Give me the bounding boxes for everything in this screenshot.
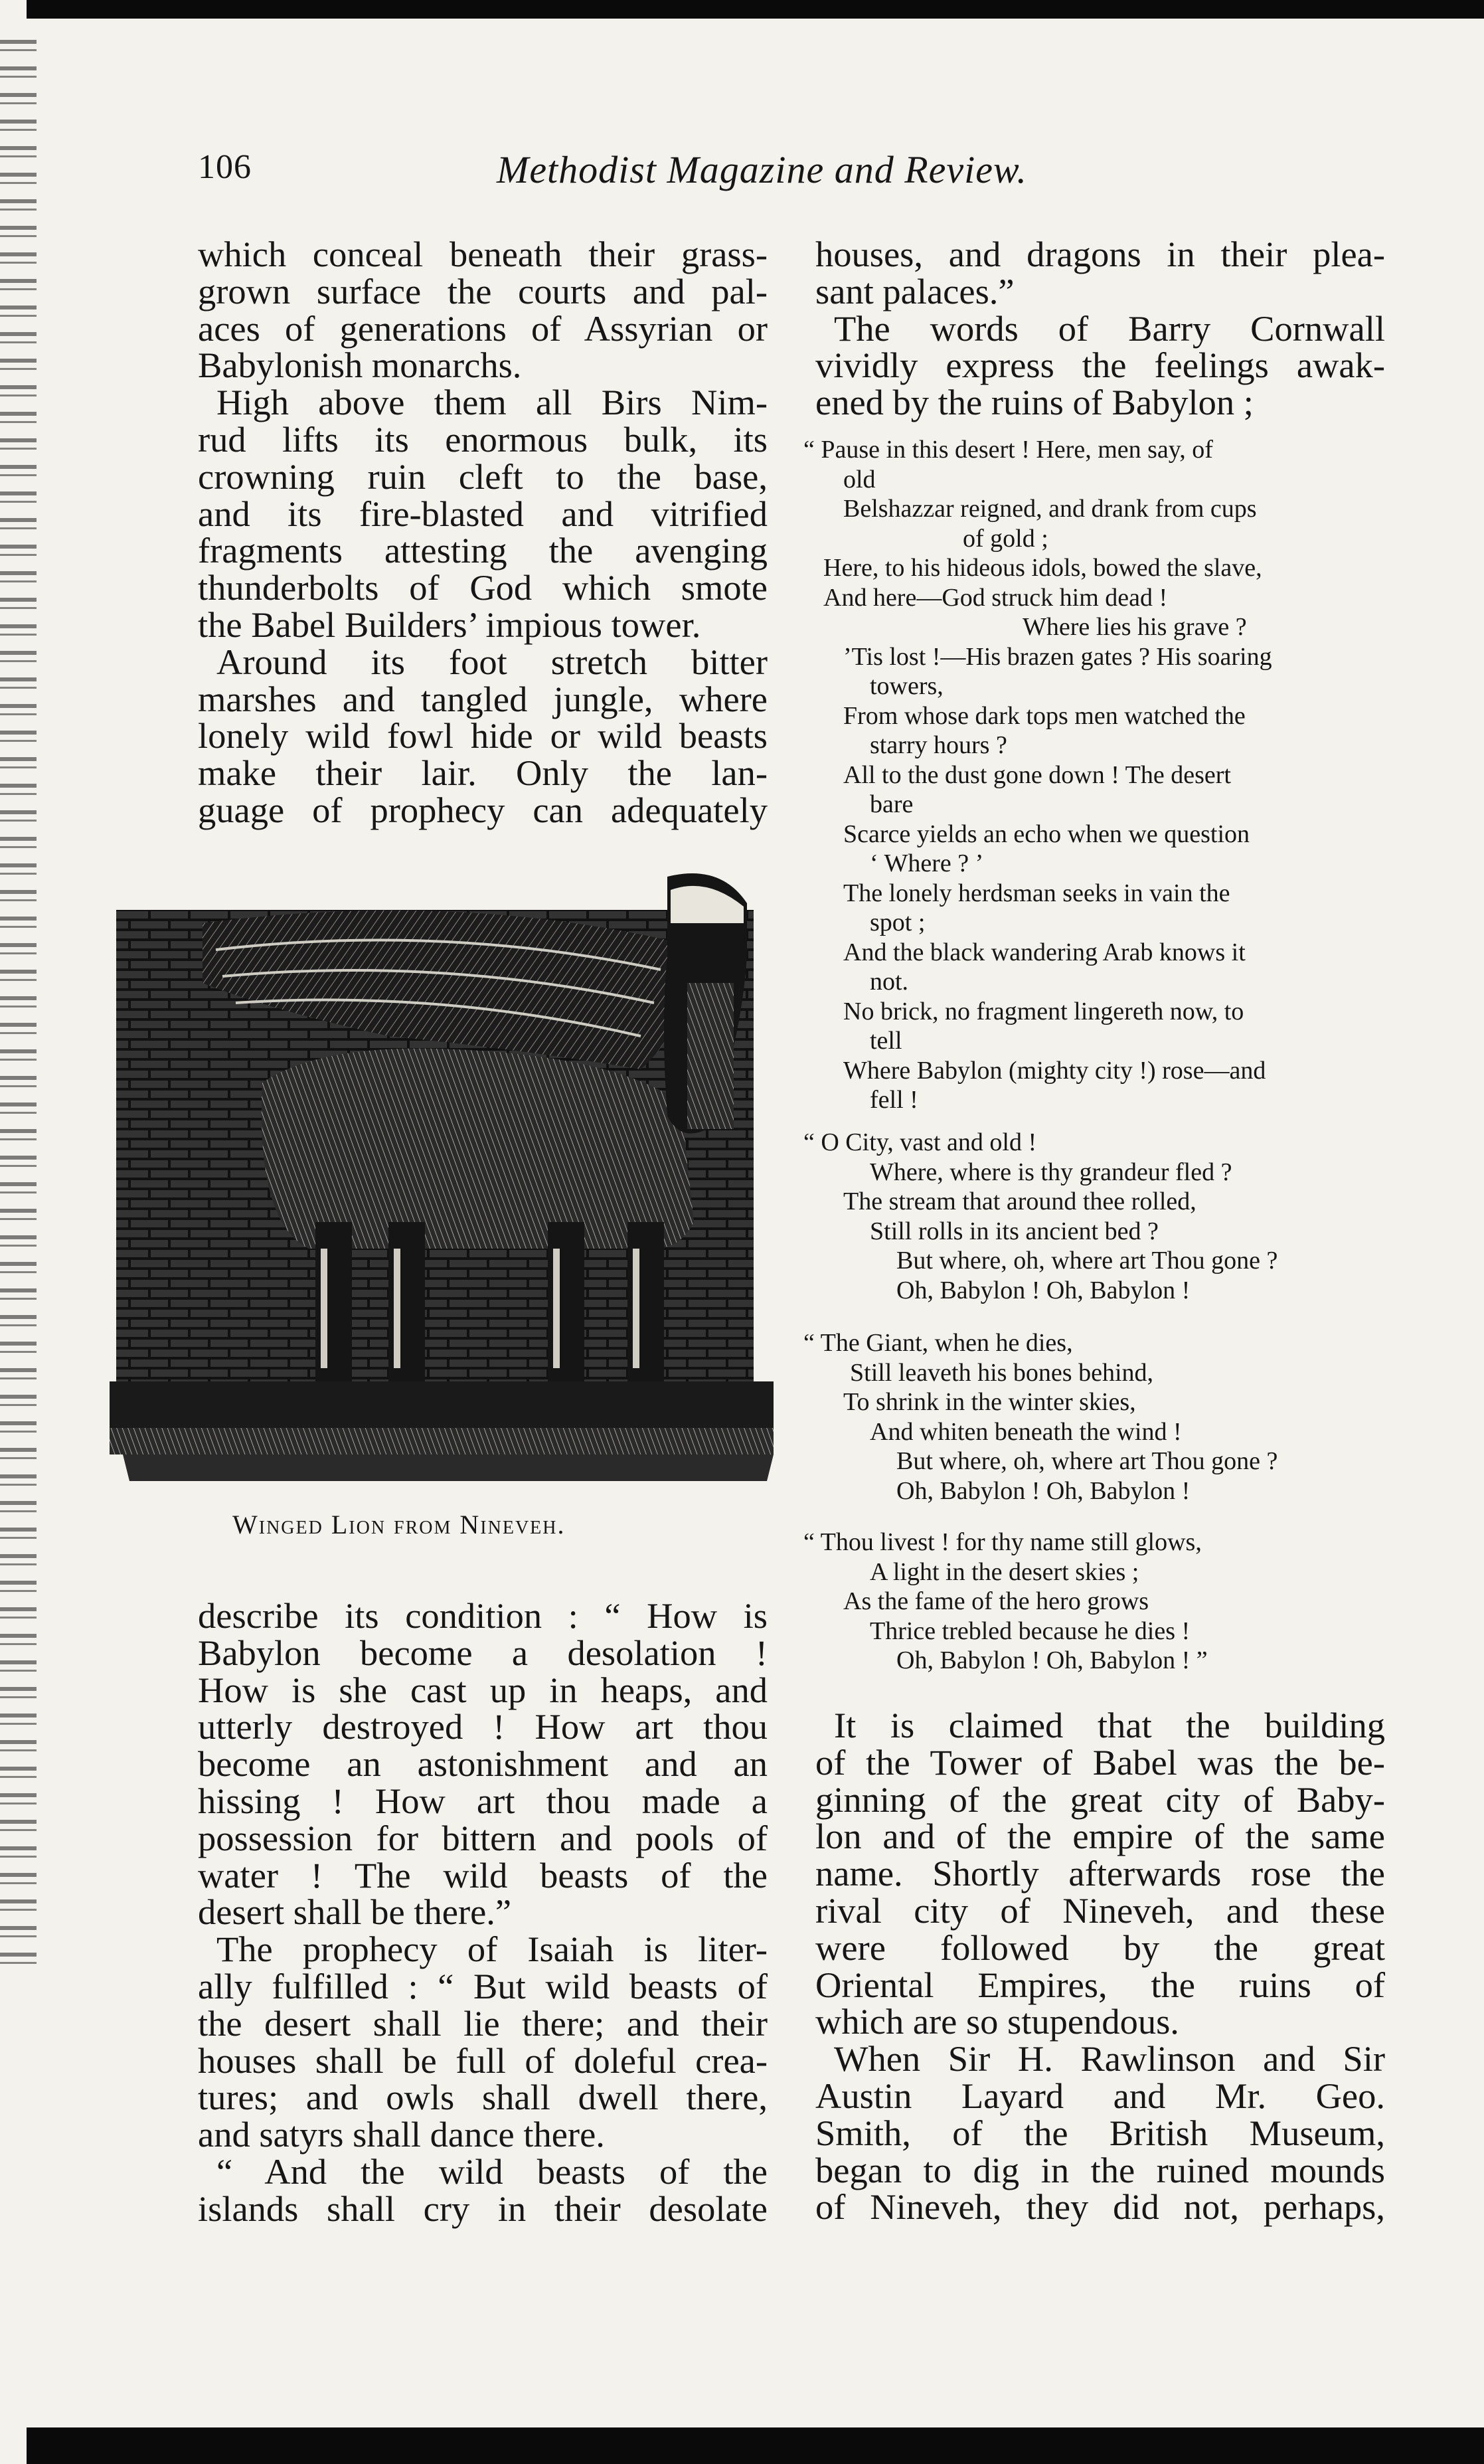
poem-line: Oh, Babylon ! Oh, Babylon ! xyxy=(896,1476,1191,1505)
poem-stanza-2 xyxy=(803,1128,1278,1305)
text-line: aces of generations of Assyrian or xyxy=(198,308,768,349)
page-number: 106 xyxy=(198,148,252,186)
text-line: islands shall cry in their desolate xyxy=(198,2188,768,2229)
poem-line: Where Babylon (mighty city !) rose—and xyxy=(843,1056,1266,1085)
scan-top-border xyxy=(27,0,1484,19)
winged-lion-illustration xyxy=(110,850,780,1488)
running-title: Methodist Magazine and Review. xyxy=(497,148,1027,191)
poem-line: Here, to his hideous idols, bowed the slave, xyxy=(823,554,1262,582)
poem-line: Where lies his grave ? xyxy=(1023,613,1247,641)
text-line: possession for bittern and pools of xyxy=(198,1817,768,1858)
text-line: and its fire-blasted and vitrified xyxy=(198,493,768,534)
text-line: ally fulfilled : “ But wild beasts of xyxy=(198,1965,768,2006)
text-line: houses shall be full of doleful crea- xyxy=(198,2040,768,2081)
text-line: tures; and owls shall dwell there, xyxy=(198,2077,768,2118)
text-line: utterly destroyed ! How art thou xyxy=(198,1706,768,1747)
right-column-top xyxy=(815,236,1385,421)
poem-line: Where, where is thy grandeur fled ? xyxy=(870,1158,1232,1186)
text-line: lon and of the empire of the same xyxy=(815,1816,1385,1857)
poem-line: “ O City, vast and old ! xyxy=(803,1128,1037,1156)
poem-line: “ The Giant, when he dies, xyxy=(803,1329,1073,1357)
text-line: Babylonish monarchs. xyxy=(198,345,522,386)
text-line: When Sir H. Rawlinson and Sir xyxy=(834,2038,1385,2079)
poem-line: “ Thou livest ! for thy name still glows, xyxy=(803,1528,1202,1556)
text-line: Austin Layard and Mr. Geo. xyxy=(815,2075,1385,2116)
text-line: began to dig in the ruined mounds xyxy=(815,2149,1385,2190)
poem-line: And here—God struck him dead ! xyxy=(823,583,1168,612)
text-line: name. Shortly afterwards rose the xyxy=(815,1853,1385,1894)
text-line: High above them all Birs Nim- xyxy=(216,382,768,423)
text-line: the Babel Builders’ impious tower. xyxy=(198,604,701,645)
poem-line: The lonely herdsman seeks in vain the xyxy=(843,879,1230,907)
text-line: which conceal beneath their grass- xyxy=(198,234,768,274)
poem-line: Still leaveth his bones behind, xyxy=(850,1358,1154,1387)
text-line: “ And the wild beasts of the xyxy=(216,2151,768,2192)
poem-line: spot ; xyxy=(870,909,926,936)
poem-line: starry hours ? xyxy=(870,731,1007,759)
poem-line: Belshazzar reigned, and drank from cups xyxy=(843,495,1257,523)
left-column-top xyxy=(198,236,768,829)
poem-line: But where, oh, where art Thou gone ? xyxy=(896,1447,1278,1475)
text-line: describe its condition : “ How is xyxy=(198,1595,768,1636)
text-line: rival city of Nineveh, and these xyxy=(815,1890,1385,1931)
text-line: desert shall be there.” xyxy=(198,1892,512,1933)
text-line: marshes and tangled jungle, where xyxy=(198,678,768,719)
poem-line: No brick, no fragment lingereth now, to xyxy=(843,997,1244,1025)
text-line: crowning ruin cleft to the base, xyxy=(198,456,768,497)
text-line: guage of prophecy can adequately xyxy=(198,789,768,830)
text-line: Oriental Empires, the ruins of xyxy=(815,1964,1385,2005)
poem-stanza-3 xyxy=(803,1328,1278,1506)
poem-line: But where, oh, where art Thou gone ? xyxy=(896,1247,1278,1275)
text-line: vividly express the feelings awak- xyxy=(815,345,1385,386)
text-line: sant palaces.” xyxy=(815,270,1015,311)
poem-line: From whose dark tops men watched the xyxy=(843,701,1246,730)
text-line: The words of Barry Cornwall xyxy=(834,308,1385,349)
text-line: and satyrs shall dance there. xyxy=(198,2114,605,2155)
poem-line: not. xyxy=(870,968,909,996)
text-line: lonely wild fowl hide or wild beasts xyxy=(198,715,768,756)
text-line: were followed by the great xyxy=(815,1927,1385,1968)
poem-line: All to the dust gone down ! The desert xyxy=(843,760,1231,789)
poem-line: ’Tis lost !—His brazen gates ? His soaring xyxy=(843,642,1272,671)
poem-line: Scarce yields an echo when we question xyxy=(843,820,1250,848)
text-line: hissing ! How art thou made a xyxy=(198,1780,768,1821)
poem-line: The stream that around thee rolled, xyxy=(843,1188,1196,1215)
text-line: make their lair. Only the lan- xyxy=(198,752,768,794)
text-line: fragments attesting the avenging xyxy=(198,530,768,571)
scan-binding-edge xyxy=(0,40,37,1966)
poem-line: old xyxy=(843,465,876,493)
text-line: It is claimed that the building xyxy=(834,1705,1385,1745)
poem-line: Oh, Babylon ! Oh, Babylon ! ” xyxy=(896,1646,1208,1674)
figure-caption: Winged Lion from Nineveh. xyxy=(232,1510,566,1540)
poem-line: fell ! xyxy=(870,1086,918,1114)
poem-line: Still rolls in its ancient bed ? xyxy=(870,1217,1159,1245)
text-line: ginning of the great city of Baby- xyxy=(815,1779,1385,1820)
poem-line: of gold ; xyxy=(963,524,1048,553)
text-line: Babylon become a desolation ! xyxy=(198,1632,768,1673)
poem-line: And whiten beneath the wind ! xyxy=(870,1417,1182,1446)
poem-stanza-1 xyxy=(803,435,1272,1115)
poem-line: To shrink in the winter skies, xyxy=(843,1388,1136,1416)
right-column-bottom xyxy=(815,1707,1385,2226)
poem-line: Oh, Babylon ! Oh, Babylon ! xyxy=(896,1276,1191,1304)
scan-bottom-border xyxy=(27,2427,1484,2464)
text-line: houses, and dragons in their plea- xyxy=(815,234,1385,274)
text-line: Smith, of the British Museum, xyxy=(815,2112,1385,2153)
poem-line: As the fame of the hero grows xyxy=(843,1587,1149,1615)
text-line: of the Tower of Babel was the be- xyxy=(815,1741,1385,1783)
text-line: of Nineveh, they did not, perhaps, xyxy=(815,2186,1385,2228)
left-column-bottom xyxy=(198,1597,768,2228)
text-line: Around its foot stretch bitter xyxy=(216,641,768,682)
text-line: thunderbolts of God which smote xyxy=(198,567,768,608)
poem-line: And the black wandering Arab knows it xyxy=(843,938,1246,966)
text-line: the desert shall lie there; and their xyxy=(198,2002,768,2044)
poem-stanza-4 xyxy=(803,1528,1208,1676)
poem-line: tell xyxy=(870,1027,902,1055)
text-line: ened by the ruins of Babylon ; xyxy=(815,382,1254,423)
poem-line: bare xyxy=(870,790,914,818)
text-line: water ! The wild beasts of the xyxy=(198,1854,768,1895)
text-line: How is she cast up in heaps, and xyxy=(198,1669,768,1710)
text-line: become an astonishment and an xyxy=(198,1743,768,1785)
poem-line: A light in the desert skies ; xyxy=(870,1557,1139,1586)
text-line: rud lifts its enormous bulk, its xyxy=(198,418,768,460)
text-line: The prophecy of Isaiah is liter- xyxy=(216,1929,768,1970)
poem-line: towers, xyxy=(870,672,944,700)
poem-line: Thrice trebled because he dies ! xyxy=(870,1617,1191,1645)
text-line: which are so stupendous. xyxy=(815,2001,1179,2042)
poem-line: ‘ Where ? ’ xyxy=(870,849,984,877)
text-line: grown surface the courts and pal- xyxy=(198,270,768,311)
poem-line: “ Pause in this desert ! Here, men say, of xyxy=(803,436,1213,464)
